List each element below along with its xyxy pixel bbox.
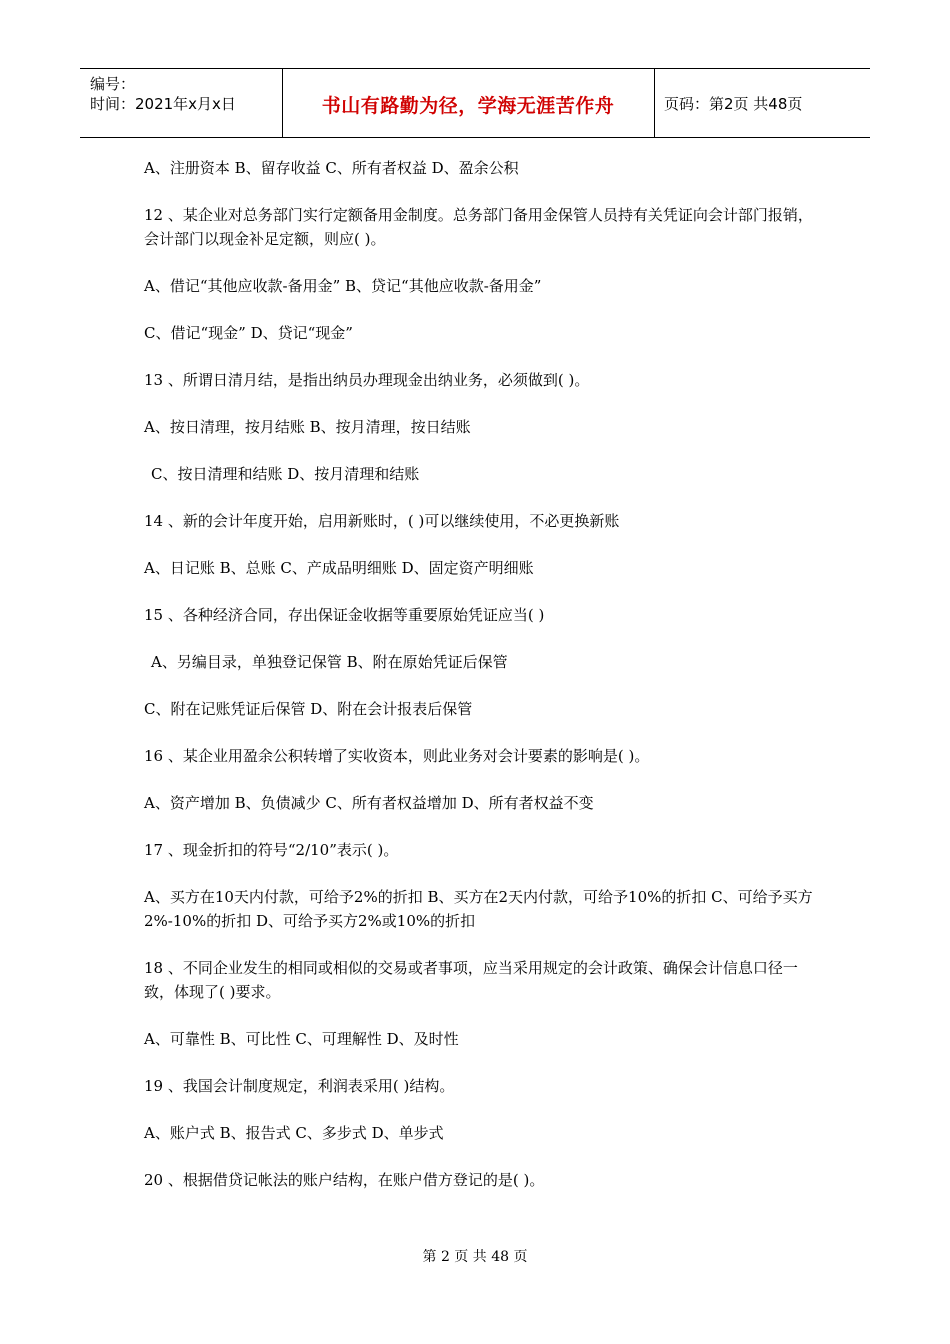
header-middle-cell: [282, 69, 655, 137]
question-line: A、资产增加 B、负债减少 C、所有者权益增加 D、所有者权益不变: [144, 794, 594, 812]
document-date-label: 时间：2021年x月x日: [90, 95, 236, 113]
question-line: A、另编目录，单独登记保管 B、附在原始凭证后保管: [151, 653, 508, 671]
question-line: A、账户式 B、报告式 C、多步式 D、单步式: [144, 1124, 444, 1142]
question-line: 14 、新的会计年度开始，启用新账时，( )可以继续使用，不必更换新账: [144, 512, 620, 530]
question-line: A、按日清理，按月结账 B、按月清理，按日结账: [144, 418, 471, 436]
question-line: 16 、某企业用盈余公积转增了实收资本，则此业务对会计要素的影响是( )。: [144, 747, 650, 765]
question-line: C、按日清理和结账 D、按月清理和结账: [151, 465, 420, 483]
question-line: 12 、某企业对总务部门实行定额备用金制度。总务部门备用金保管人员持有关凭证向会计部门报销，会计部门以现金补足定额，则应( )。: [144, 206, 813, 248]
page-footer: 第 2 页 共 48 页: [422, 1249, 528, 1265]
question-line: 18 、不同企业发生的相同或相似的交易或者事项，应当采用规定的会计政策、确保会计信息口径一致，体现了( )要求。: [144, 959, 798, 1001]
header-right-cell: [654, 69, 870, 137]
question-content: [144, 156, 814, 1215]
header-left-cell: [80, 69, 283, 137]
question-line: 15 、各种经济合同，存出保证金收据等重要原始凭证应当( ): [144, 606, 545, 624]
header-page-info: 页码：第2页 共48页: [664, 95, 803, 113]
page-header: [80, 68, 870, 138]
question-line: A、注册资本 B、留存收益 C、所有者权益 D、盈余公积: [144, 159, 519, 177]
question-line: A、借记“其他应收款-备用金” B、贷记“其他应收款-备用金”: [144, 277, 542, 295]
question-line: C、附在记账凭证后保管 D、附在会计报表后保管: [144, 700, 473, 718]
question-line: A、可靠性 B、可比性 C、可理解性 D、及时性: [144, 1030, 459, 1048]
question-line: 19 、我国会计制度规定，利润表采用( )结构。: [144, 1077, 455, 1095]
question-line: A、买方在10天内付款，可给予2%的折扣 B、买方在2天内付款，可给予10%的折扣 C、可给予买方2%-10%的折扣 D、可给予买方2%或10%的折扣: [144, 888, 813, 930]
document-number-label: 编号：: [90, 75, 136, 93]
question-line: 13 、所谓日清月结，是指出纳员办理现金出纳业务，必须做到( )。: [144, 371, 590, 389]
question-line: C、借记“现金” D、贷记“现金”: [144, 324, 353, 342]
header-motto: 书山有路勤为径，学海无涯苦作舟: [321, 95, 615, 117]
question-line: 17 、现金折扣的符号“2/10”表示( )。: [144, 841, 399, 859]
question-line: 20 、根据借贷记帐法的账户结构，在账户借方登记的是( )。: [144, 1171, 545, 1189]
question-line: A、日记账 B、总账 C、产成品明细账 D、固定资产明细账: [144, 559, 534, 577]
